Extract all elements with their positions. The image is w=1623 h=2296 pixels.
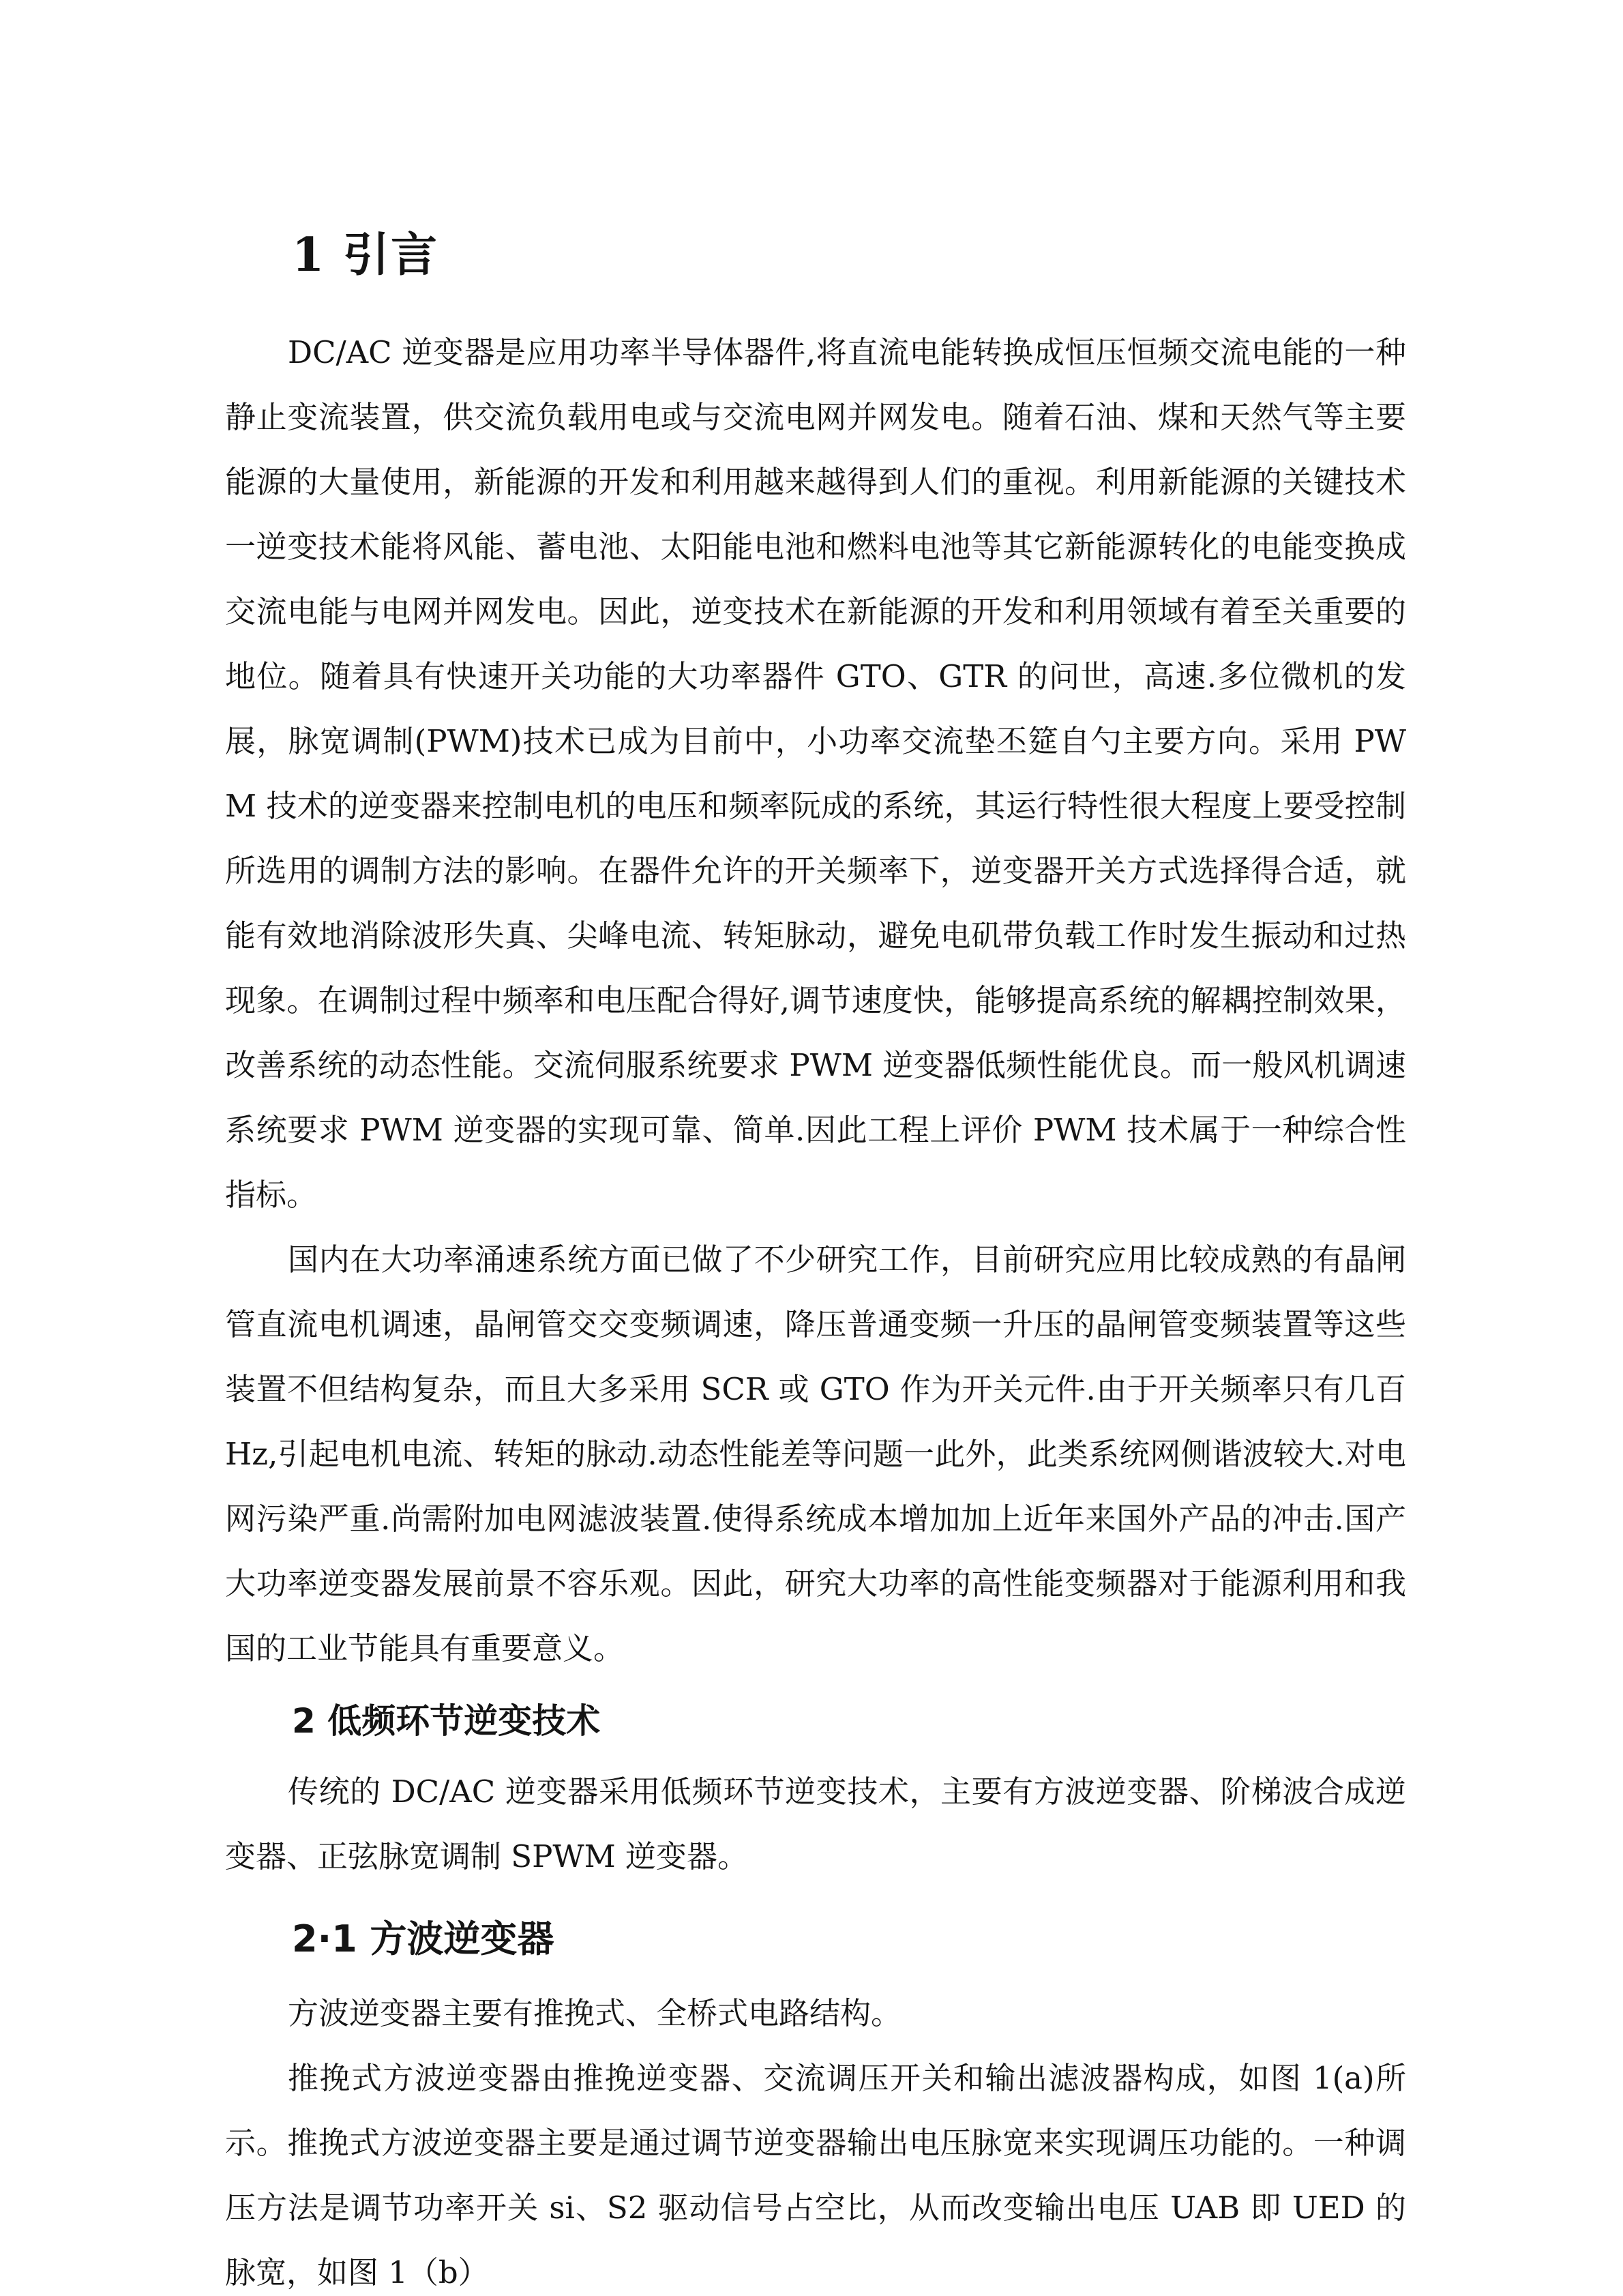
section-2-1-heading: 2·1 方波逆变器 <box>292 1917 554 1960</box>
section-2-1-paragraph-1: 方波逆变器主要有推挽式、全桥式电路结构。 <box>288 1995 902 2031</box>
section-2-heading: 2 低频环节逆变技术 <box>292 1701 601 1741</box>
section-1-heading: 1 引言 <box>292 228 438 282</box>
section-2-paragraph-1: 传统的 DC/AC 逆变器采用低频环节逆变技术，主要有方波逆变器、阶梯波合成逆变器、正弦脉宽调制 SPWM 逆变器。 <box>225 1773 1406 1874</box>
document-content <box>225 220 1406 2296</box>
section-1-paragraph-2: 国内在大功率涌速系统方面已做了不少研究工作，目前研究应用比较成熟的有晶闸管直流电机调速，晶闸管交交变频调速，降压普通变频一升压的晶闸管变频装置等这些装置不但结构复杂，而且大多采用 SCR 或 GTO 作为开关元件.由于开关频率只有几百 Hz,引起电机电流、转矩的脉动.动态性能差等问题一此外，此类系统网侧谐波较大.对电网污染严重.尚需附加电网滤波装置.使得系统成本增加加上近年来国外产品的冲击.国产大功率逆变器发展前景不容乐观。因此，研究大功率的高性能变频器对于能源利用和我国的工业节能具有重要意义。 <box>225 1241 1406 1666</box>
section-1-paragraph-1: DC/AC 逆变器是应用功率半导体器件,将直流电能转换成恒压恒频交流电能的一种静止变流装置，供交流负载用电或与交流电网并网发电。随着石油、煤和天然气等主要能源的大量使用，新能源的开发和利用越来越得到人们的重视。利用新能源的关键技术一逆变技术能将风能、蓄电池、太阳能电池和燃料电池等其它新能源转化的电能变换成交流电能与电网并网发电。因此，逆变技术在新能源的开发和利用领域有着至关重要的地位。随着具有快速开关功能的大功率器件 GTO、GTR 的问世，高速.多位微机的发展，脉宽调制(PWM)技术已成为目前中，小功率交流垫丕筵自勺主要方向。采用 PWM 技术的逆变器来控制电机的电压和频率阮成的系统，其运行特性很大程度上要受控制所选用的调制方法的影响。在器件允许的开关频率下，逆变器开关方式选择得合适，就能有效地消除波形失真、尖峰电流、转矩脉动，避免电矶带负载工作时发生振动和过热现象。在调制过程中频率和电压配合得好,调节速度快，能够提高系统的解耦控制效果，改善系统的动态性能。交流伺服系统要求 PWM 逆变器低频性能优良。而一般风机调速系统要求 PWM 逆变器的实现可靠、简单.因此工程上评价 PWM 技术属于一种综合性指标。 <box>225 334 1406 1213</box>
section-2-1-paragraph-2: 推挽式方波逆变器由推挽逆变器、交流调压开关和输出滤波器构成，如图 1(a)所示。推挽式方波逆变器主要是通过调节逆变器输出电压脉宽来实现调压功能的。一种调压方法是调节功率开关 si、S2 驱动信号占空比，从而改变输出电压 UAB 即 UED 的脉宽，如图 1（b） <box>225 2060 1406 2291</box>
